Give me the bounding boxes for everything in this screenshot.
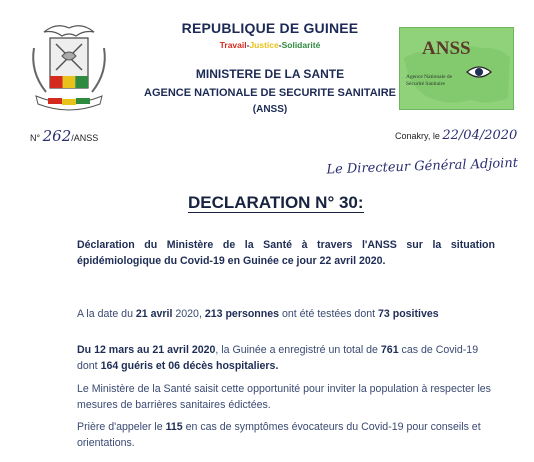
motto-separator: - (246, 40, 250, 50)
declaration-title: DECLARATION N° 30: (188, 193, 364, 212)
guinea-coat-of-arms-icon (26, 18, 112, 114)
bold-tested-count: 213 personnes (204, 308, 280, 320)
director-stamp-line: Le Directeur Général Adjoint (326, 155, 519, 178)
bold-positive-count: 73 positives (378, 308, 439, 320)
reference-prefix: N° (30, 133, 41, 143)
bold-total-cases: 761 (380, 344, 399, 356)
bold-hotline-number: 115 (165, 421, 183, 433)
reference-suffix: /ANSS (71, 133, 99, 143)
paragraph-totals (77, 342, 495, 374)
agency-abbreviation: (ANSS) (252, 104, 288, 115)
motto-word: Solidarité (281, 40, 321, 50)
republic-title: REPUBLIQUE DE GUINEE (181, 20, 359, 36)
motto-word: Travail (219, 40, 247, 50)
bold-date: 21 avril (135, 308, 173, 320)
text-run: 2020, (172, 308, 205, 320)
text-run: , la Guinée a enregistré un total de (215, 344, 381, 356)
reference-handwritten-number: 262 (42, 127, 72, 145)
text-run: A la date du (77, 308, 136, 320)
anss-logo-subtitle: Agence Nationale de Sécurité Sanitaire (406, 74, 453, 87)
text-run: Prière d'appeler le (77, 421, 166, 433)
paragraph-tests (77, 306, 495, 322)
text-run: ont été testées dont (279, 308, 378, 320)
anss-logo-title: ANSS (422, 38, 471, 59)
reference-number (30, 127, 98, 145)
ministry-name: MINISTERE DE LA SANTE (195, 67, 345, 81)
anss-logo (399, 27, 514, 110)
text-run: cas de Covid-19 dont (77, 344, 479, 372)
national-motto (150, 40, 390, 50)
agency-name: AGENCE NATIONALE DE SECURITE SANITAIRE (144, 87, 396, 99)
bold-period: Du 12 mars au 21 avril 2020 (77, 344, 216, 356)
motto-word: Justice (249, 40, 279, 50)
letterhead (144, 20, 396, 115)
paragraph-hotline (77, 419, 495, 451)
eye-icon (466, 64, 492, 80)
motto-separator: - (278, 40, 282, 50)
place-label: Conakry, le (395, 131, 440, 141)
place-date (395, 128, 517, 143)
bold-outcomes: 164 guéris et 06 décès hospitaliers. (100, 360, 279, 372)
paragraph-measures: Le Ministère de la Santé saisit cette opportunité pour inviter la population à respecter les mesures de barrières sanitaires édictées. (77, 383, 491, 411)
handwritten-date: 22/04/2020 (442, 128, 518, 143)
intro-paragraph: Déclaration du Ministère de la Santé à travers l'ANSS sur la situation épidémiologique du Covid-19 en Guinée ce jour 22 avril 2020. (77, 239, 495, 267)
text-run: en cas de symptômes évocateurs du Covid-19 pour conseils et orientations. (77, 421, 481, 449)
